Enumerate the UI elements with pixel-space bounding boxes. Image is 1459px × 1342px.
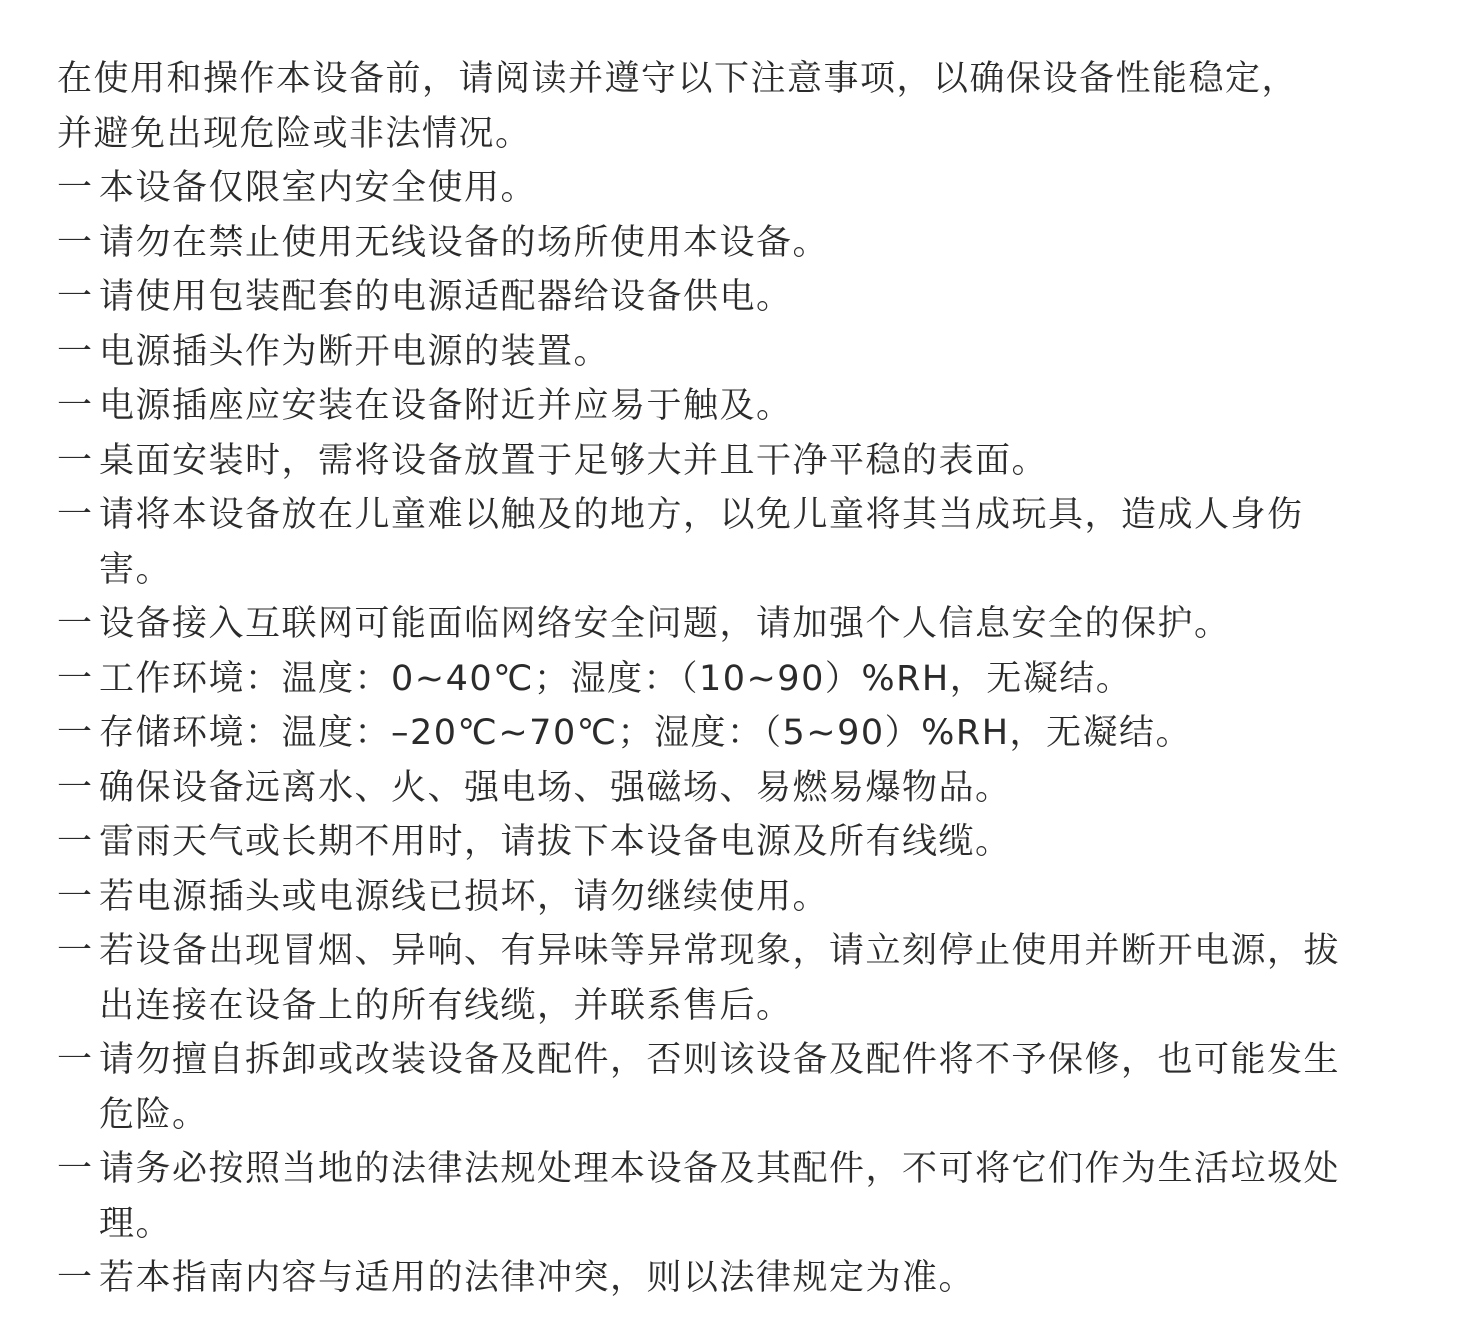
list-item-text: 请务必按照当地的法律法规处理本设备及其配件，不可将它们作为生活垃圾处理。 [99,1149,1341,1244]
list-item-text: 存储环境：温度：–20℃~70℃；湿度：（5~90）%RH，无凝结。 [99,713,1193,753]
dash-bullet-icon: 一 [57,222,94,263]
list-item [57,1251,1397,1306]
intro-line: 在使用和操作本设备前，请阅读并遵守以下注意事项，以确保设备性能稳定， [57,59,1299,99]
list-item-text: 电源插座应安装在设备附近并应易于触及。 [99,386,793,426]
list-item [57,379,1397,434]
list-item-text: 雷雨天气或长期不用时，请拔下本设备电源及所有线缆。 [99,822,1012,862]
dash-bullet-icon: 一 [57,1040,94,1080]
dash-bullet-icon: 一 [57,386,94,426]
list-item-text: 若本指南内容与适用的法律冲突，则以法律规定为准。 [99,1258,976,1298]
list-item-text: 请勿在禁止使用无线设备的场所使用本设备。 [99,222,830,263]
dash-bullet-icon: 一 [57,277,94,317]
intro-line: 并避免出现危险或非法情况。 [57,113,532,154]
list-item-text: 工作环境：温度：0~40℃；湿度：（10~90）%RH，无凝结。 [99,658,1133,699]
list-item-text: 桌面安装时，需将设备放置于足够大并且干净平稳的表面。 [99,440,1049,481]
notice-list [57,161,1397,1306]
intro-paragraph [57,52,1397,161]
list-item-text: 请勿擅自拆卸或改装设备及配件，否则该设备及配件将不予保修，也可能发生危险。 [99,1040,1341,1135]
list-item-text: 若电源插头或电源线已损坏，请勿继续使用。 [99,876,830,917]
list-item-text: 本设备仅限室内安全使用。 [99,168,538,208]
dash-bullet-icon: 一 [57,604,94,644]
list-item-text: 设备接入互联网可能面临网络安全问题，请加强个人信息安全的保护。 [99,604,1231,644]
list-item [57,1033,1397,1142]
safety-notice [57,52,1397,1306]
list-item [57,488,1397,597]
list-item [57,325,1397,380]
list-item [57,870,1397,925]
dash-bullet-icon: 一 [57,1149,94,1189]
dash-bullet-icon: 一 [57,713,94,753]
dash-bullet-icon: 一 [57,495,94,535]
dash-bullet-icon: 一 [57,767,94,808]
dash-bullet-icon: 一 [57,931,94,971]
list-item [57,706,1397,761]
dash-bullet-icon: 一 [57,331,94,372]
dash-bullet-icon: 一 [57,440,94,481]
list-item-text: 电源插头作为断开电源的装置。 [99,331,611,372]
list-item [57,270,1397,325]
dash-bullet-icon: 一 [57,876,94,917]
list-item-text: 请将本设备放在儿童难以触及的地方，以免儿童将其当成玩具，造成人身伤害。 [99,495,1304,590]
list-item-text: 请使用包装配套的电源适配器给设备供电。 [99,277,793,317]
list-item [57,434,1397,489]
dash-bullet-icon: 一 [57,658,94,699]
dash-bullet-icon: 一 [57,168,94,208]
list-item [57,761,1397,816]
list-item [57,924,1397,1033]
list-item-text: 若设备出现冒烟、异响、有异味等异常现象，请立刻停止使用并断开电源，拔出连接在设备上的所有线缆，并联系售后。 [99,931,1341,1026]
list-item-text: 确保设备远离水、火、强电场、强磁场、易燃易爆物品。 [99,767,1012,808]
dash-bullet-icon: 一 [57,822,94,862]
list-item [57,161,1397,216]
list-item [57,1142,1397,1251]
list-item [57,597,1397,652]
list-item [57,216,1397,271]
list-item [57,652,1397,707]
dash-bullet-icon: 一 [57,1258,94,1298]
list-item [57,815,1397,870]
